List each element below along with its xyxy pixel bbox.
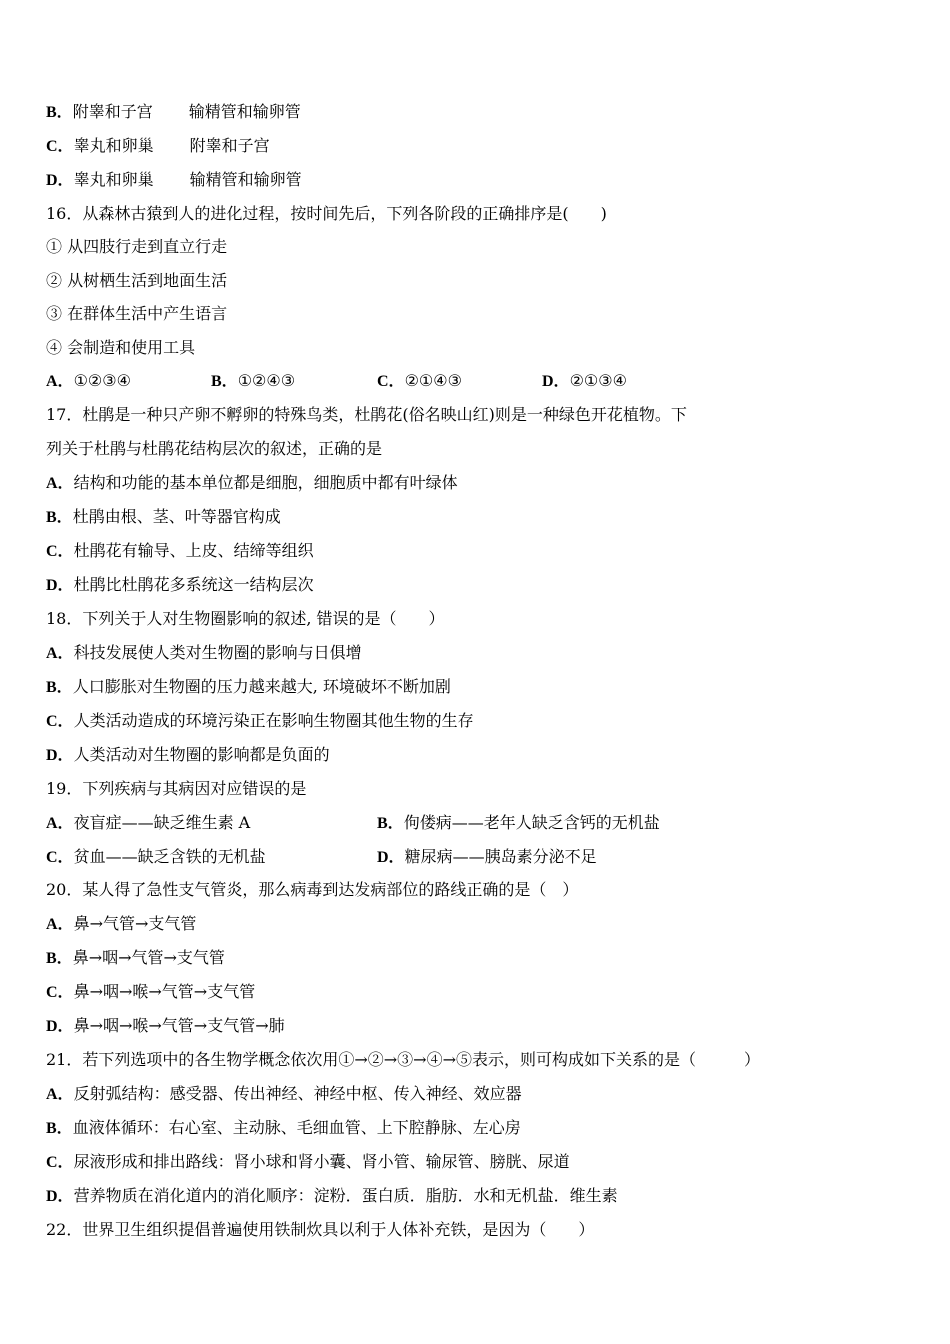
option-text: 科技发展使人类对生物圈的影响与日俱增 bbox=[73, 643, 362, 662]
option-text: ②①③④ bbox=[569, 371, 627, 390]
option-text-b: 输精管和输卵管 bbox=[188, 102, 301, 121]
option-label: C． bbox=[46, 713, 74, 730]
option-label: B． bbox=[46, 1120, 73, 1137]
q20-option-d bbox=[46, 1013, 285, 1039]
q16-option-b bbox=[211, 368, 295, 394]
option-text-a: 睾丸和卵巢 bbox=[73, 170, 154, 189]
q18-option-c bbox=[46, 708, 474, 734]
q19-option-c bbox=[46, 844, 266, 870]
option-text-a: 附睾和子宫 bbox=[72, 102, 153, 121]
q21-option-b bbox=[46, 1115, 521, 1141]
option-label: A． bbox=[46, 815, 74, 832]
option-text: 营养物质在消化道内的消化顺序：淀粉．蛋白质．脂肪．水和无机盐．维生素 bbox=[73, 1186, 618, 1205]
q20-stem: 20．某人得了急性支气管炎，那么病毒到达发病部位的路线正确的是（ ） bbox=[46, 880, 579, 899]
option-text: 血液体循环：右心室、主动脉、毛细血管、上下腔静脉、左心房 bbox=[72, 1118, 521, 1137]
q17-option-d bbox=[46, 572, 314, 598]
option-label: D． bbox=[46, 1018, 74, 1035]
option-text: 鼻→咽→喉→气管→支气管→肺 bbox=[73, 1016, 285, 1035]
option-label: D． bbox=[542, 373, 570, 390]
q19-stem: 19．下列疾病与其病因对应错误的是 bbox=[46, 779, 307, 798]
q19-option-a bbox=[46, 810, 250, 836]
option-label: C． bbox=[46, 849, 74, 866]
q18-option-a bbox=[46, 640, 362, 666]
option-text-a: 睾丸和卵巢 bbox=[73, 136, 154, 155]
option-text-b: 输精管和输卵管 bbox=[189, 170, 302, 189]
q20-option-c bbox=[46, 979, 255, 1005]
q16-option-d bbox=[542, 368, 627, 394]
q20-option-b bbox=[46, 945, 225, 971]
option-label: C． bbox=[46, 138, 74, 155]
q17-stem-line-1: 17．杜鹃是一种只产卵不孵卵的特殊鸟类，杜鹃花(俗名映山红)则是一种绿色开花植物。下 bbox=[46, 405, 687, 424]
option-text: 鼻→气管→支气管 bbox=[73, 914, 197, 933]
q17-stem-line-2: 列关于杜鹃与杜鹃花结构层次的叙述，正确的是 bbox=[46, 439, 383, 458]
option-text: 人口膨胀对生物圈的压力越来越大, 环境破坏不断加剧 bbox=[72, 677, 451, 696]
option-label: D． bbox=[377, 849, 405, 866]
q21-option-d bbox=[46, 1183, 618, 1209]
option-text: ②①④③ bbox=[404, 371, 462, 390]
option-label: D． bbox=[46, 1188, 74, 1205]
option-text: 鼻→咽→气管→支气管 bbox=[72, 948, 225, 967]
option-text: 尿液形成和排出路线：肾小球和肾小囊、肾小管、输尿管、膀胱、尿道 bbox=[73, 1152, 570, 1171]
option-text: 结构和功能的基本单位都是细胞，细胞质中都有叶绿体 bbox=[73, 473, 458, 492]
q16-option-c bbox=[377, 368, 462, 394]
q15-option-c bbox=[46, 133, 270, 159]
q16-item-4: ④ 会制造和使用工具 bbox=[46, 338, 196, 357]
q16-item-2: ② 从树栖生活到地面生活 bbox=[46, 271, 228, 290]
option-label: B． bbox=[46, 509, 73, 526]
option-text: 杜鹃由根、茎、叶等器官构成 bbox=[72, 507, 281, 526]
option-label: B． bbox=[211, 373, 238, 390]
q21-stem: 21．若下列选项中的各生物学概念依次用①→②→③→④→⑤表示，则可构成如下关系的是（ ） bbox=[46, 1050, 760, 1069]
q22-stem: 22．世界卫生组织提倡普遍使用铁制炊具以利于人体补充铁，是因为（ ） bbox=[46, 1220, 595, 1239]
option-text: 人类活动对生物圈的影响都是负面的 bbox=[73, 745, 330, 764]
option-label: A． bbox=[46, 373, 74, 390]
option-label: A． bbox=[46, 645, 74, 662]
option-text: 佝偻病——老年人缺乏含钙的无机盐 bbox=[403, 813, 660, 832]
option-text: 贫血——缺乏含铁的无机盐 bbox=[73, 847, 266, 866]
option-text: ①②④③ bbox=[237, 371, 296, 390]
option-text: 鼻→咽→喉→气管→支气管 bbox=[73, 982, 256, 1001]
q19-options-row-2 bbox=[46, 844, 906, 870]
option-label: C． bbox=[46, 1154, 74, 1171]
q19-option-d bbox=[377, 844, 597, 870]
option-text: 杜鹃比杜鹃花多系统这一结构层次 bbox=[73, 575, 314, 594]
q20-option-a bbox=[46, 911, 196, 937]
option-text: 杜鹃花有输导、上皮、结缔等组织 bbox=[73, 541, 314, 560]
option-text-b: 附睾和子宫 bbox=[189, 136, 270, 155]
option-text: ①②③④ bbox=[73, 371, 131, 390]
option-label: A． bbox=[46, 475, 74, 492]
q17-option-b bbox=[46, 504, 281, 530]
option-label: B． bbox=[46, 104, 73, 121]
option-label: B． bbox=[46, 950, 73, 967]
q15-option-d bbox=[46, 167, 302, 193]
option-text: 人类活动造成的环境污染正在影响生物圈其他生物的生存 bbox=[73, 711, 474, 730]
q16-item-1: ① 从四肢行走到直立行走 bbox=[46, 237, 228, 256]
q17-option-c bbox=[46, 538, 314, 564]
option-label: C． bbox=[46, 543, 74, 560]
q15-option-b bbox=[46, 99, 301, 125]
q16-option-a bbox=[46, 368, 131, 394]
q18-option-d bbox=[46, 742, 330, 768]
q21-option-a bbox=[46, 1081, 522, 1107]
q18-option-b bbox=[46, 674, 451, 700]
q16-options bbox=[46, 368, 906, 394]
option-label: C． bbox=[377, 373, 405, 390]
option-label: A． bbox=[46, 916, 74, 933]
q17-option-a bbox=[46, 470, 458, 496]
option-label: C． bbox=[46, 984, 74, 1001]
option-label: B． bbox=[377, 815, 404, 832]
q16-item-3: ③ 在群体生活中产生语言 bbox=[46, 304, 228, 323]
option-label: D． bbox=[46, 577, 74, 594]
option-label: A． bbox=[46, 1086, 74, 1103]
option-label: B． bbox=[46, 679, 73, 696]
q21-option-c bbox=[46, 1149, 570, 1175]
q18-stem: 18．下列关于人对生物圈影响的叙述, 错误的是（ ） bbox=[46, 609, 445, 628]
option-text: 糖尿病——胰岛素分泌不足 bbox=[404, 847, 597, 866]
q19-options-row-1 bbox=[46, 810, 906, 836]
option-label: D． bbox=[46, 747, 74, 764]
option-label: D． bbox=[46, 172, 74, 189]
option-text: 反射弧结构：感受器、传出神经、神经中枢、传入神经、效应器 bbox=[73, 1084, 522, 1103]
option-text: 夜盲症——缺乏维生素 A bbox=[73, 813, 251, 832]
q16-stem: 16．从森林古猿到人的进化过程，按时间先后，下列各阶段的正确排序是( ) bbox=[46, 204, 607, 223]
q19-option-b bbox=[377, 810, 660, 836]
